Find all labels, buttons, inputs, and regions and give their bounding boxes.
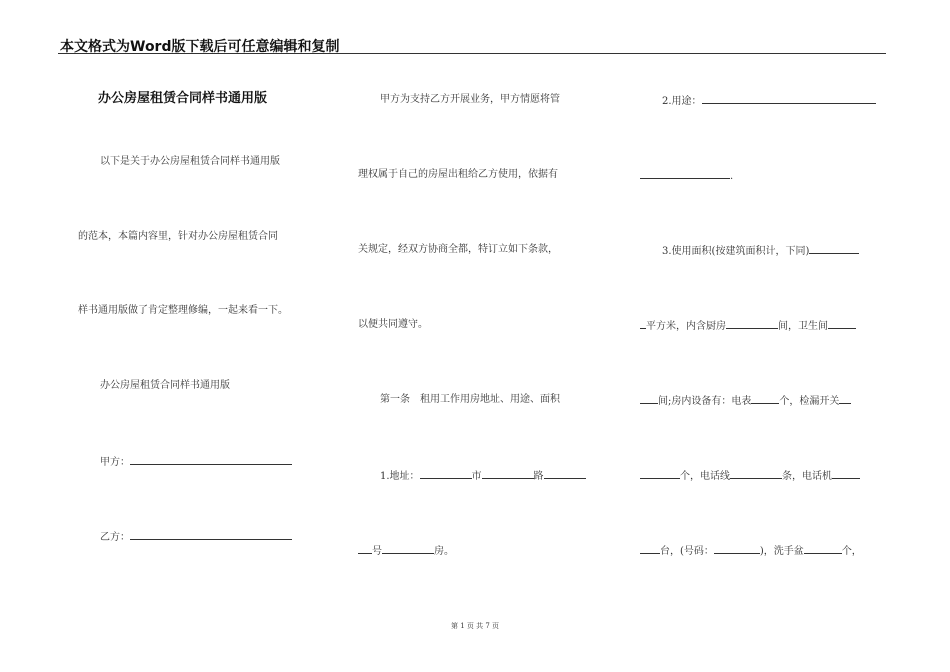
area-line bbox=[662, 243, 859, 259]
road-label: 路 bbox=[533, 471, 544, 482]
page-number: 第 1 页 共 7 页 bbox=[450, 622, 500, 630]
address-line-2 bbox=[358, 543, 454, 559]
number-label: 号 bbox=[372, 546, 382, 557]
use-blank bbox=[702, 93, 876, 104]
use-line-2 bbox=[640, 168, 733, 184]
phone-set-blank bbox=[832, 468, 860, 479]
header-divider bbox=[58, 53, 886, 54]
party-a-blank bbox=[130, 454, 292, 465]
body-line-4: 以便共同遵守。 bbox=[358, 319, 428, 330]
use-label: 2.用途： bbox=[662, 96, 702, 107]
city-label: 市 bbox=[471, 471, 482, 482]
contract-subtitle: 办公房屋租赁合同样书通用版 bbox=[100, 380, 230, 391]
use-blank-2 bbox=[640, 168, 730, 179]
number-lead-blank bbox=[358, 543, 372, 554]
bathroom-label: 间，卫生间 bbox=[778, 321, 828, 332]
phone-set-label: 条，电话机 bbox=[782, 471, 832, 482]
body-line-1: 甲方为支持乙方开展业务，甲方情愿将管 bbox=[380, 94, 560, 105]
road-tail-blank bbox=[544, 468, 586, 479]
phone-line bbox=[640, 468, 860, 484]
meter-label: 间;房内设备有：电表 bbox=[658, 396, 752, 407]
address-line bbox=[380, 468, 586, 484]
intro-line-2: 的范本，本篇内容里，针对办公房屋租赁合同 bbox=[78, 231, 278, 242]
switch-blank bbox=[839, 393, 851, 404]
body-line-3: 关规定，经双方协商全都，特订立如下条款， bbox=[358, 244, 558, 255]
article-one-heading: 第一条 租用工作用房地址、用途、面积 bbox=[380, 394, 560, 405]
phone-count-blank bbox=[640, 543, 660, 554]
use-line bbox=[662, 93, 876, 109]
area-line-2 bbox=[640, 318, 856, 334]
use-end: . bbox=[730, 171, 734, 182]
room-blank bbox=[382, 543, 434, 554]
phone-cable-blank bbox=[730, 468, 782, 479]
party-a-line bbox=[100, 454, 292, 470]
sink-line bbox=[640, 543, 862, 559]
party-b-label: 乙方： bbox=[100, 532, 130, 543]
contract-title: 办公房屋租赁合同样书通用版 bbox=[98, 91, 268, 106]
document-header: 本文格式为Word版下载后可任意编辑和复制 bbox=[60, 39, 340, 55]
phone-cable-label: 个，电话线 bbox=[680, 471, 730, 482]
sink-end: 个， bbox=[841, 546, 862, 557]
bathroom-count-blank bbox=[640, 393, 658, 404]
switch-label: 个，检漏开关 bbox=[779, 396, 840, 407]
sink-label: )，洗手盆 bbox=[759, 546, 804, 557]
area-blank bbox=[809, 243, 859, 254]
address-label: 1.地址： bbox=[380, 471, 420, 482]
sink-blank bbox=[804, 543, 842, 554]
intro-line-1: 以下是关于办公房屋租赁合同样书通用版 bbox=[100, 156, 280, 167]
party-b-blank bbox=[130, 529, 292, 540]
area-unit: 平方米，内含厨房 bbox=[646, 321, 726, 332]
equipment-line bbox=[640, 393, 851, 409]
meter-blank bbox=[751, 393, 779, 404]
party-a-label: 甲方： bbox=[100, 457, 130, 468]
party-b-line bbox=[100, 529, 292, 545]
switch-count-blank bbox=[640, 468, 680, 479]
area-label: 3.使用面积(按建筑面积计，下同) bbox=[662, 246, 810, 257]
phone-number-blank bbox=[714, 543, 760, 554]
bathroom-blank bbox=[828, 318, 856, 329]
room-label: 房。 bbox=[434, 546, 454, 557]
body-line-2: 理权属于自己的房屋出租给乙方使用，依据有 bbox=[358, 169, 558, 180]
intro-line-3: 样书通用版做了肯定整理修编，一起来看一下。 bbox=[78, 305, 288, 316]
kitchen-blank bbox=[726, 318, 778, 329]
city-blank bbox=[420, 468, 472, 479]
number-label: 台，(号码： bbox=[660, 546, 714, 557]
road-blank bbox=[482, 468, 534, 479]
